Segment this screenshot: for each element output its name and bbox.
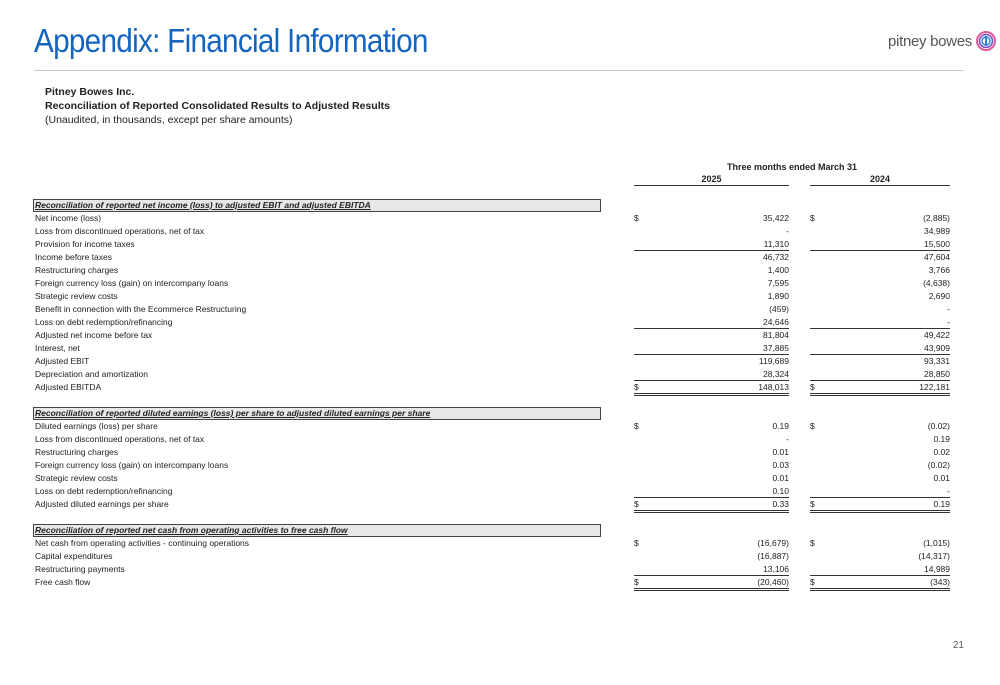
value: 14,989 bbox=[924, 564, 950, 574]
value-cell-2024 bbox=[810, 290, 950, 302]
row-label: Strategic review costs bbox=[35, 473, 118, 483]
value-cell-2024 bbox=[810, 238, 950, 251]
table-row bbox=[35, 446, 950, 459]
title-divider bbox=[34, 70, 964, 71]
value-cell-2025 bbox=[634, 316, 789, 329]
value: (14,317) bbox=[918, 551, 950, 561]
value: 81,804 bbox=[763, 330, 789, 340]
logo-icon bbox=[976, 31, 996, 51]
row-label: Restructuring payments bbox=[35, 564, 125, 574]
value: 24,646 bbox=[763, 317, 789, 327]
value-cell-2025 bbox=[634, 576, 789, 591]
value: 43,909 bbox=[924, 343, 950, 353]
table-row bbox=[35, 212, 950, 225]
value-cell-2025 bbox=[634, 329, 789, 341]
dollar-sign: $ bbox=[634, 382, 639, 392]
dollar-sign: $ bbox=[634, 499, 639, 509]
value: 15,500 bbox=[924, 239, 950, 249]
value: 46,732 bbox=[763, 252, 789, 262]
dollar-sign: $ bbox=[634, 577, 639, 587]
value: - bbox=[786, 434, 789, 444]
value: - bbox=[947, 486, 950, 496]
row-label: Restructuring charges bbox=[35, 447, 119, 457]
value: 0.19 bbox=[772, 421, 789, 431]
value: (0.02) bbox=[927, 460, 950, 470]
value: (20,460) bbox=[757, 577, 789, 587]
row-label: Income before taxes bbox=[35, 252, 113, 262]
value-cell-2025 bbox=[634, 381, 789, 396]
row-label: Adjusted EBIT bbox=[35, 356, 90, 366]
value-cell-2024 bbox=[810, 433, 950, 445]
value: 0.10 bbox=[772, 486, 789, 496]
value: 0.01 bbox=[933, 473, 950, 483]
table-row bbox=[35, 537, 950, 550]
value: 2,690 bbox=[928, 291, 950, 301]
value-cell-2025 bbox=[634, 472, 789, 484]
section-header bbox=[35, 407, 950, 420]
row-label: Loss on debt redemption/refinancing bbox=[35, 317, 173, 327]
value: 28,324 bbox=[763, 369, 789, 379]
table-row bbox=[35, 342, 950, 355]
table-row bbox=[35, 303, 950, 316]
value-cell-2025 bbox=[634, 238, 789, 251]
value: 35,422 bbox=[763, 213, 789, 223]
value-cell-2024 bbox=[810, 537, 950, 549]
value: 13,106 bbox=[763, 564, 789, 574]
value-cell-2024 bbox=[810, 498, 950, 513]
row-label: Loss on debt redemption/refinancing bbox=[35, 486, 173, 496]
value: - bbox=[947, 317, 950, 327]
report-subtitle: Reconciliation of Reported Consolidated Results to Adjusted Results bbox=[45, 100, 390, 112]
value-cell-2025 bbox=[634, 264, 789, 276]
value-cell-2024 bbox=[810, 563, 950, 576]
value: (4,638) bbox=[923, 278, 950, 288]
value-cell-2025 bbox=[634, 446, 789, 458]
value: 0.33 bbox=[772, 499, 789, 509]
row-label: Depreciation and amortization bbox=[35, 369, 148, 379]
row-label: Restructuring charges bbox=[35, 265, 119, 275]
value-cell-2024 bbox=[810, 225, 950, 237]
value-cell-2025 bbox=[634, 550, 789, 562]
value: 0.02 bbox=[933, 447, 950, 457]
value: 119,689 bbox=[758, 356, 789, 366]
value-cell-2024 bbox=[810, 368, 950, 381]
value: 0.19 bbox=[933, 499, 950, 509]
table-row bbox=[35, 459, 950, 472]
row-label: Loss from discontinued operations, net of tax bbox=[35, 434, 205, 444]
period-header: Three months ended March 31 bbox=[726, 162, 858, 172]
value: (16,887) bbox=[757, 551, 789, 561]
value-cell-2025 bbox=[634, 303, 789, 315]
logo-text: pitney bowes bbox=[888, 32, 972, 50]
value: 49,422 bbox=[924, 330, 950, 340]
dollar-sign: $ bbox=[634, 213, 639, 223]
value: - bbox=[947, 304, 950, 314]
year-header-2024: 2024 bbox=[810, 174, 950, 186]
table-row bbox=[35, 472, 950, 485]
table-row bbox=[35, 316, 950, 329]
value: (343) bbox=[930, 577, 950, 587]
row-label: Free cash flow bbox=[35, 577, 91, 587]
value-cell-2024 bbox=[810, 264, 950, 276]
row-label: Reconciliation of reported net cash from operating activities to free cash flow bbox=[35, 525, 348, 535]
value-cell-2024 bbox=[810, 251, 950, 263]
dollar-sign: $ bbox=[810, 421, 815, 431]
value: 93,331 bbox=[924, 356, 950, 366]
value-cell-2024 bbox=[810, 420, 950, 432]
value: (16,679) bbox=[757, 538, 789, 548]
value-cell-2025 bbox=[634, 355, 789, 367]
row-label: Net income (loss) bbox=[35, 213, 102, 223]
report-note: (Unaudited, in thousands, except per share amounts) bbox=[45, 114, 293, 126]
row-label: Reconciliation of reported diluted earnings (loss) per share to adjusted diluted earnings per share bbox=[35, 408, 431, 418]
value: - bbox=[786, 226, 789, 236]
value-cell-2025 bbox=[634, 459, 789, 471]
value: 34,989 bbox=[924, 226, 950, 236]
value-cell-2025 bbox=[634, 537, 789, 549]
table-row bbox=[35, 264, 950, 277]
row-label: Foreign currency loss (gain) on intercompany loans bbox=[35, 460, 229, 470]
value-cell-2025 bbox=[634, 498, 789, 513]
value-cell-2025 bbox=[634, 433, 789, 445]
value: 28,850 bbox=[924, 369, 950, 379]
value: 0.19 bbox=[933, 434, 950, 444]
value-cell-2024 bbox=[810, 459, 950, 471]
row-label: Diluted earnings (loss) per share bbox=[35, 421, 158, 431]
table-row bbox=[35, 381, 950, 394]
table-row bbox=[35, 420, 950, 433]
row-label: Benefit in connection with the Ecommerce Restructuring bbox=[35, 304, 247, 314]
table-row bbox=[35, 498, 950, 511]
table-row bbox=[35, 576, 950, 589]
pitney-bowes-logo bbox=[888, 28, 996, 54]
company-name: Pitney Bowes Inc. bbox=[45, 86, 135, 98]
row-label: Foreign currency loss (gain) on intercompany loans bbox=[35, 278, 229, 288]
value-cell-2024 bbox=[810, 446, 950, 458]
value-cell-2025 bbox=[634, 420, 789, 432]
dollar-sign: $ bbox=[634, 421, 639, 431]
value-cell-2024 bbox=[810, 303, 950, 315]
value: 0.03 bbox=[772, 460, 789, 470]
value-cell-2024 bbox=[810, 277, 950, 289]
table-row bbox=[35, 329, 950, 342]
value-cell-2025 bbox=[634, 485, 789, 498]
dollar-sign: $ bbox=[810, 538, 815, 548]
value-cell-2024 bbox=[810, 316, 950, 329]
value-cell-2024 bbox=[810, 381, 950, 396]
table-row bbox=[35, 238, 950, 251]
row-label: Net cash from operating activities - continuing operations bbox=[35, 538, 250, 548]
value: (2,885) bbox=[923, 213, 950, 223]
value: 37,885 bbox=[763, 343, 789, 353]
table-row bbox=[35, 563, 950, 576]
table-row bbox=[35, 550, 950, 563]
value: 7,595 bbox=[767, 278, 789, 288]
table-row bbox=[35, 290, 950, 303]
value-cell-2024 bbox=[810, 355, 950, 367]
value: 1,890 bbox=[767, 291, 789, 301]
row-label: Strategic review costs bbox=[35, 291, 118, 301]
value-cell-2025 bbox=[634, 290, 789, 302]
table-row bbox=[35, 355, 950, 368]
value-cell-2024 bbox=[810, 342, 950, 355]
value: (0.02) bbox=[927, 421, 950, 431]
value-cell-2025 bbox=[634, 225, 789, 237]
value: 0.01 bbox=[772, 447, 789, 457]
section-header bbox=[35, 524, 950, 537]
section-header bbox=[35, 199, 950, 212]
value-cell-2025 bbox=[634, 368, 789, 381]
table-row bbox=[35, 277, 950, 290]
page-title: Appendix: Financial Information bbox=[34, 22, 428, 59]
dollar-sign: $ bbox=[810, 382, 815, 392]
row-label: Reconciliation of reported net income (loss) to adjusted EBIT and adjusted EBITDA bbox=[35, 200, 371, 210]
value-cell-2025 bbox=[634, 563, 789, 576]
value: 148,013 bbox=[758, 382, 789, 392]
value: 122,181 bbox=[919, 382, 950, 392]
dollar-sign: $ bbox=[810, 499, 815, 509]
table-row bbox=[35, 485, 950, 498]
row-label: Adjusted net income before tax bbox=[35, 330, 153, 340]
value: 3,766 bbox=[928, 265, 950, 275]
value-cell-2024 bbox=[810, 550, 950, 562]
value-cell-2024 bbox=[810, 576, 950, 591]
row-label: Capital expenditures bbox=[35, 551, 113, 561]
value-cell-2024 bbox=[810, 472, 950, 484]
value: 47,604 bbox=[924, 252, 950, 262]
table-row bbox=[35, 368, 950, 381]
dollar-sign: $ bbox=[810, 577, 815, 587]
table-row bbox=[35, 225, 950, 238]
row-label: Loss from discontinued operations, net of tax bbox=[35, 226, 205, 236]
value-cell-2024 bbox=[810, 212, 950, 224]
dollar-sign: $ bbox=[634, 538, 639, 548]
year-header-2025: 2025 bbox=[634, 174, 789, 186]
value: (459) bbox=[769, 304, 789, 314]
value-cell-2025 bbox=[634, 277, 789, 289]
page-number: 21 bbox=[952, 640, 964, 651]
value-cell-2025 bbox=[634, 251, 789, 263]
value-cell-2024 bbox=[810, 485, 950, 498]
value-cell-2025 bbox=[634, 212, 789, 224]
value: 1,400 bbox=[767, 265, 789, 275]
value: 0.01 bbox=[772, 473, 789, 483]
row-label: Interest, net bbox=[35, 343, 80, 353]
row-label: Adjusted diluted earnings per share bbox=[35, 499, 169, 509]
value: (1,015) bbox=[923, 538, 950, 548]
row-label: Adjusted EBITDA bbox=[35, 382, 102, 392]
value-cell-2025 bbox=[634, 342, 789, 355]
table-row bbox=[35, 251, 950, 264]
value-cell-2024 bbox=[810, 329, 950, 341]
row-label: Provision for income taxes bbox=[35, 239, 135, 249]
value: 11,310 bbox=[763, 239, 789, 249]
table-row bbox=[35, 433, 950, 446]
dollar-sign: $ bbox=[810, 213, 815, 223]
